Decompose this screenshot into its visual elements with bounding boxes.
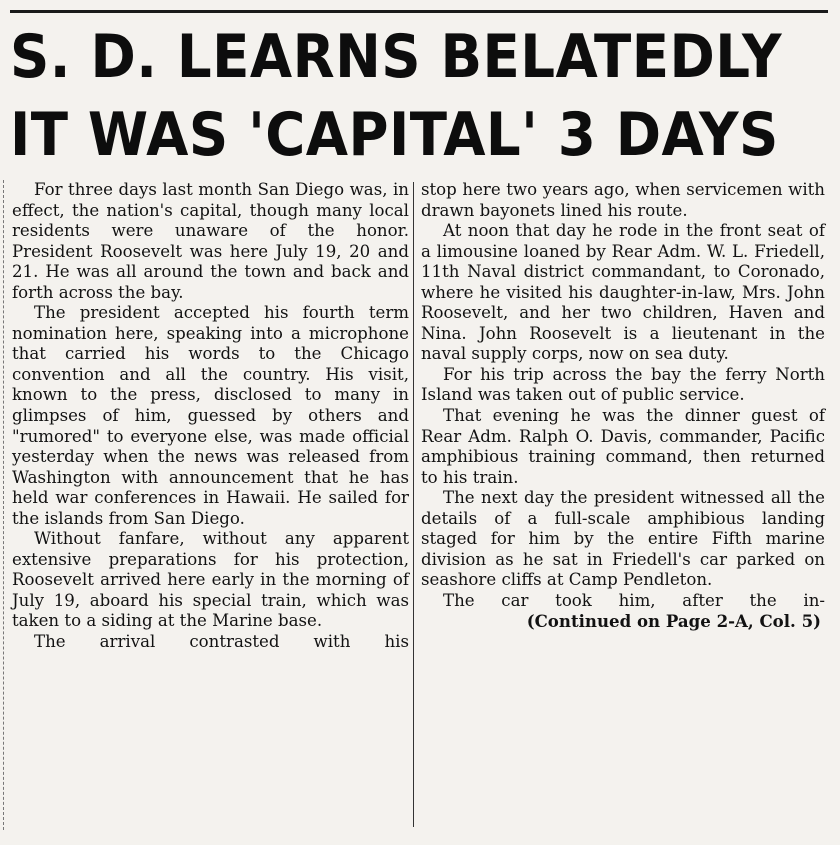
paragraph: For three days last month San Diego was, in effect, the nation's capital, though many local residents were unaware of the honor. President Roosevelt was here July 19, 20 and 21. He was all around the town and back and forth across the bay.	[12, 180, 409, 302]
paragraph: Without fanfare, without any apparent extensive preparations for his protection, Roosevelt arrived here early in the morning of July 19, aboard his special train, which was taken to a siding at the Marine base.	[12, 529, 409, 631]
continued-line: (Continued on Page 2-A, Col. 5)	[526, 611, 821, 632]
paragraph: stop here two years ago, when servicemen with drawn bayonets lined his route.	[421, 180, 825, 220]
headline	[10, 18, 782, 174]
headline-line-1: S. D. LEARNS BELATEDLY	[10, 22, 782, 92]
paragraph: That evening he was the dinner guest of Rear Adm. Ralph O. Davis, commander, Pacific amphibious training command, then returned to his train.	[421, 406, 825, 487]
paragraph: The next day the president witnessed all the details of a full-scale amphibious landing staged for him by the entire Fifth marine division as he sat in Friedell's car parked on seashore cliffs at Camp Pendleton.	[421, 488, 825, 590]
paragraph: At noon that day he rode in the front seat of a limousine loaned by Rear Adm. W. L. Friedell, 11th Naval district commandant, to Coronado, where he visited his daughter-in-law, Mrs. John Roosevelt, and her two children, Haven and Nina. John Roosevelt is a lieutenant in the naval supply corps, now on sea duty.	[421, 221, 825, 364]
clipping-edge	[3, 180, 5, 830]
article-column-right	[421, 180, 825, 632]
paragraph: The president accepted his fourth term nomination here, speaking into a microphone that carried his words to the Chicago convention and all the country. His visit, known to the press, disclosed to many in glimpses of him, guessed by others and "rumored" to everyone else, was made official yesterday when the news was released from Washington with announcement that he has held war conferences in Hawaii. He sailed for the islands from San Diego.	[12, 303, 409, 528]
column-rule	[413, 182, 414, 827]
article-column-left	[12, 180, 409, 653]
paragraph: The car took him, after the in-	[443, 590, 825, 610]
paragraph: For his trip across the bay the ferry North Island was taken out of public service.	[421, 364, 825, 405]
headline-line-2: IT WAS 'CAPITAL' 3 DAYS	[10, 100, 779, 170]
paragraph: The arrival contrasted with his	[34, 632, 409, 652]
top-rule	[10, 10, 828, 13]
